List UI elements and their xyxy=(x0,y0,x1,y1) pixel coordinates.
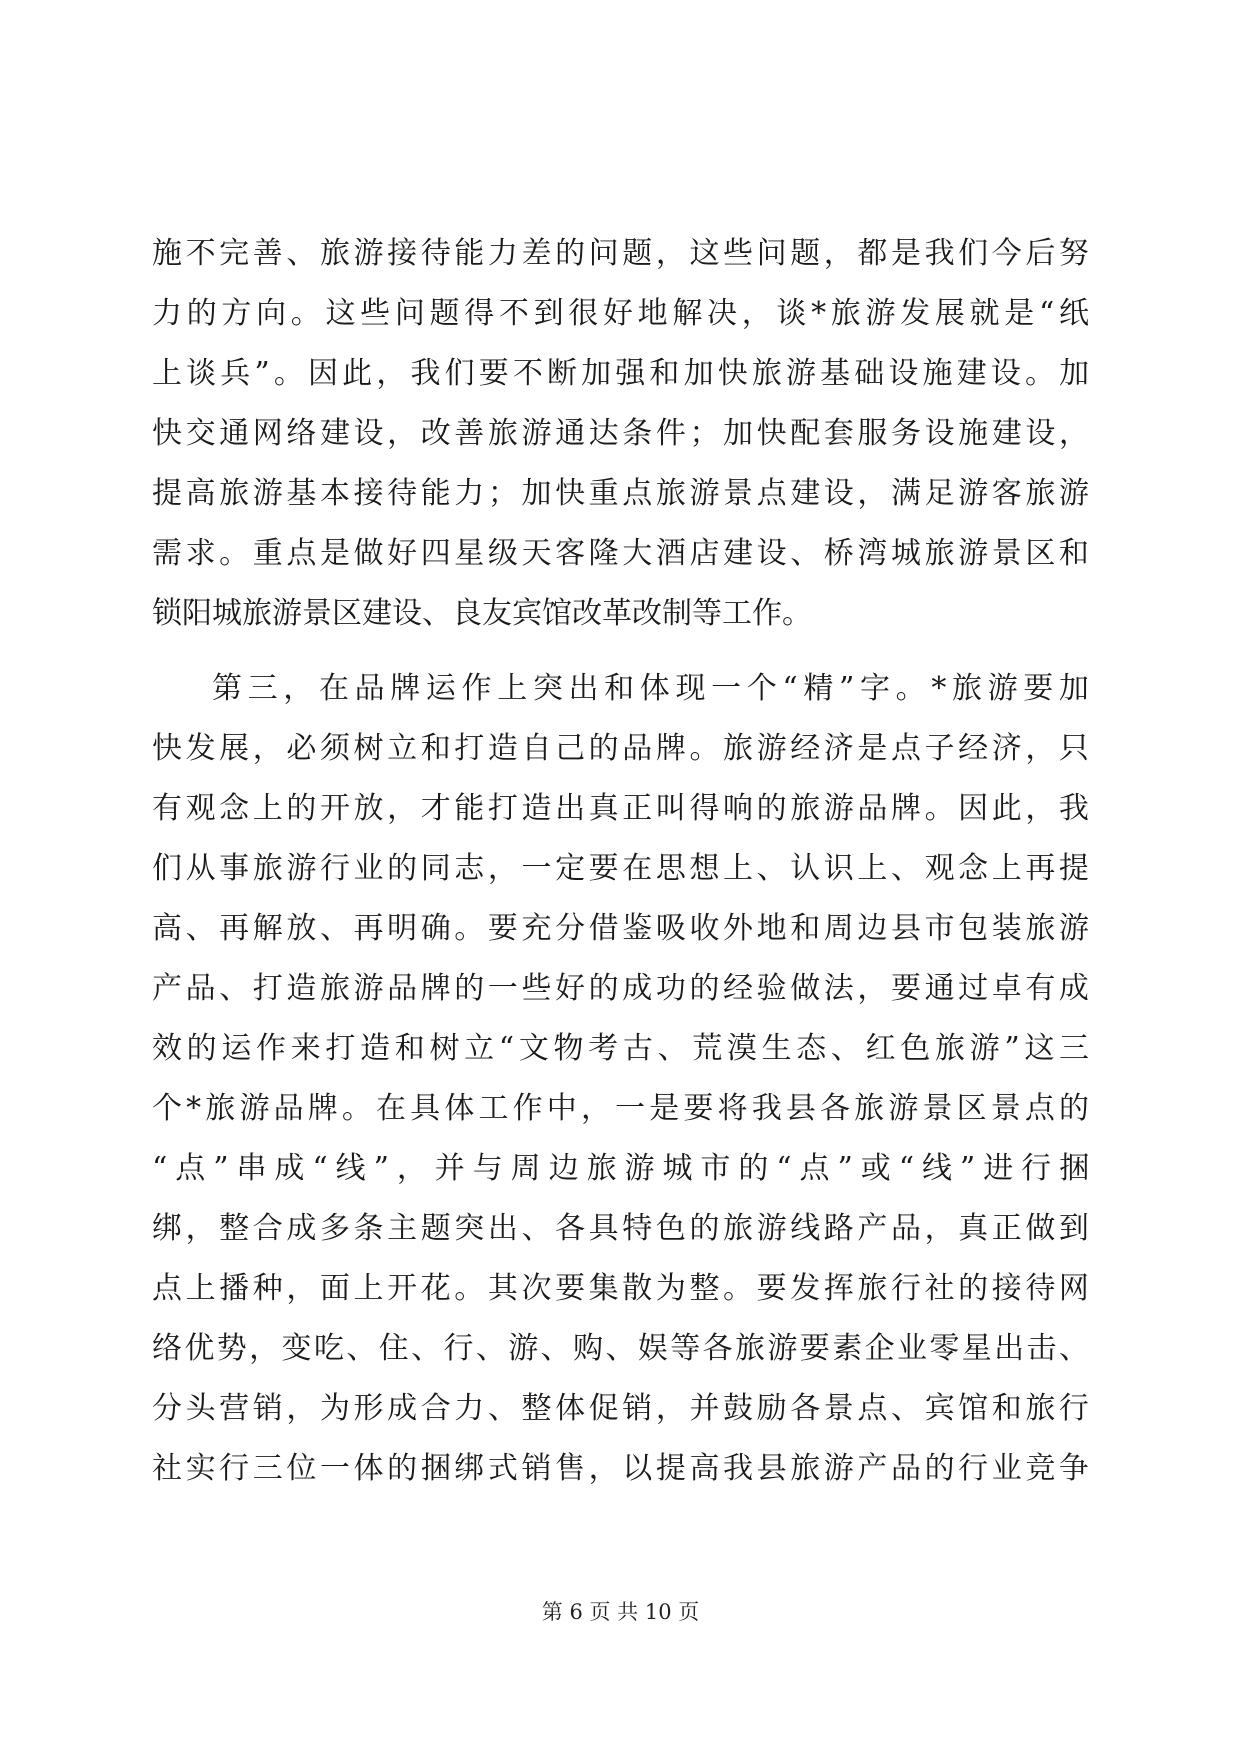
text-line xyxy=(0,779,1241,839)
text-line-content: 效的运作来打造和树立“文物考古、荒漠生态、红色旅游”这三 xyxy=(152,1031,1094,1066)
text-line xyxy=(0,1259,1241,1319)
page-number-footer: 第 6 页 共 10 页 xyxy=(541,1600,700,1624)
text-line-content: 个*旅游品牌。在具体工作中，一是要将我县各旅游景区景点的 xyxy=(152,1091,1094,1126)
text-line xyxy=(0,839,1241,899)
text-line-content: 产品、打造旅游品牌的一些好的成功的经验做法，要通过卓有成 xyxy=(152,971,1093,1006)
text-line-content: 快交通网络建设，改善旅游通达条件；加快配套服务设施建设， xyxy=(152,416,1093,451)
text-line-content: 提高旅游基本接待能力；加快重点旅游景点建设，满足游客旅游 xyxy=(152,476,1093,511)
text-line xyxy=(0,1139,1241,1199)
text-line-content: 们从事旅游行业的同志，一定要在思想上、认识上、观念上再提 xyxy=(152,851,1093,886)
text-line xyxy=(0,344,1241,404)
text-line-content: “点”串成“线”，并与周边旅游城市的“点”或“线”进行捆 xyxy=(152,1151,1098,1186)
text-line xyxy=(0,1319,1241,1379)
text-line xyxy=(0,224,1241,284)
text-line xyxy=(0,959,1241,1019)
text-line-content: 点上播种，面上开花。其次要集散为整。要发挥旅行社的接待网 xyxy=(152,1271,1093,1306)
text-line-content: 施不完善、旅游接待能力差的问题，这些问题，都是我们今后努 xyxy=(152,236,1093,271)
text-line-content: 社实行三位一体的捆绑式销售，以提高我县旅游产品的行业竞争 xyxy=(152,1451,1093,1486)
text-line xyxy=(0,719,1241,779)
text-line xyxy=(0,899,1241,959)
text-line xyxy=(0,464,1241,524)
text-line-content: 需求。重点是做好四星级天客隆大酒店建设、桥湾城旅游景区和 xyxy=(152,536,1093,571)
text-line-content: 快发展，必须树立和打造自己的品牌。旅游经济是点子经济，只 xyxy=(152,731,1093,766)
text-line-content: 力的方向。这些问题得不到很好地解决，谈*旅游发展就是“纸 xyxy=(152,296,1094,331)
text-line-content: 绑，整合成多条主题突出、各具特色的旅游线路产品，真正做到 xyxy=(152,1211,1093,1246)
text-line-content: 锁阳城旅游景区建设、良友宾馆改革改制等工作。 xyxy=(152,596,812,631)
text-line xyxy=(0,659,1241,719)
text-line-content: 上谈兵”。因此，我们要不断加强和加快旅游基础设施建设。加 xyxy=(152,356,1094,391)
text-line xyxy=(0,404,1241,464)
paragraph-first-line: 第三，在品牌运作上突出和体现一个“精”字。*旅游要加 xyxy=(212,671,1095,706)
text-line-content: 高、再解放、再明确。要充分借鉴吸收外地和周边县市包装旅游 xyxy=(152,911,1093,946)
text-line xyxy=(0,1019,1241,1079)
text-line xyxy=(0,1439,1241,1499)
text-line-content: 分头营销，为形成合力、整体促销，并鼓励各景点、宾馆和旅行 xyxy=(152,1391,1093,1426)
text-line xyxy=(0,584,1241,644)
text-line xyxy=(0,1379,1241,1439)
text-line xyxy=(0,284,1241,344)
text-line xyxy=(0,1079,1241,1139)
text-line xyxy=(0,1199,1241,1259)
text-line-content: 有观念上的开放，才能打造出真正叫得响的旅游品牌。因此，我 xyxy=(152,791,1093,826)
text-line-content: 络优势，变吃、住、行、游、购、娱等各旅游要素企业零星出击、 xyxy=(152,1331,1092,1366)
text-line xyxy=(0,524,1241,584)
